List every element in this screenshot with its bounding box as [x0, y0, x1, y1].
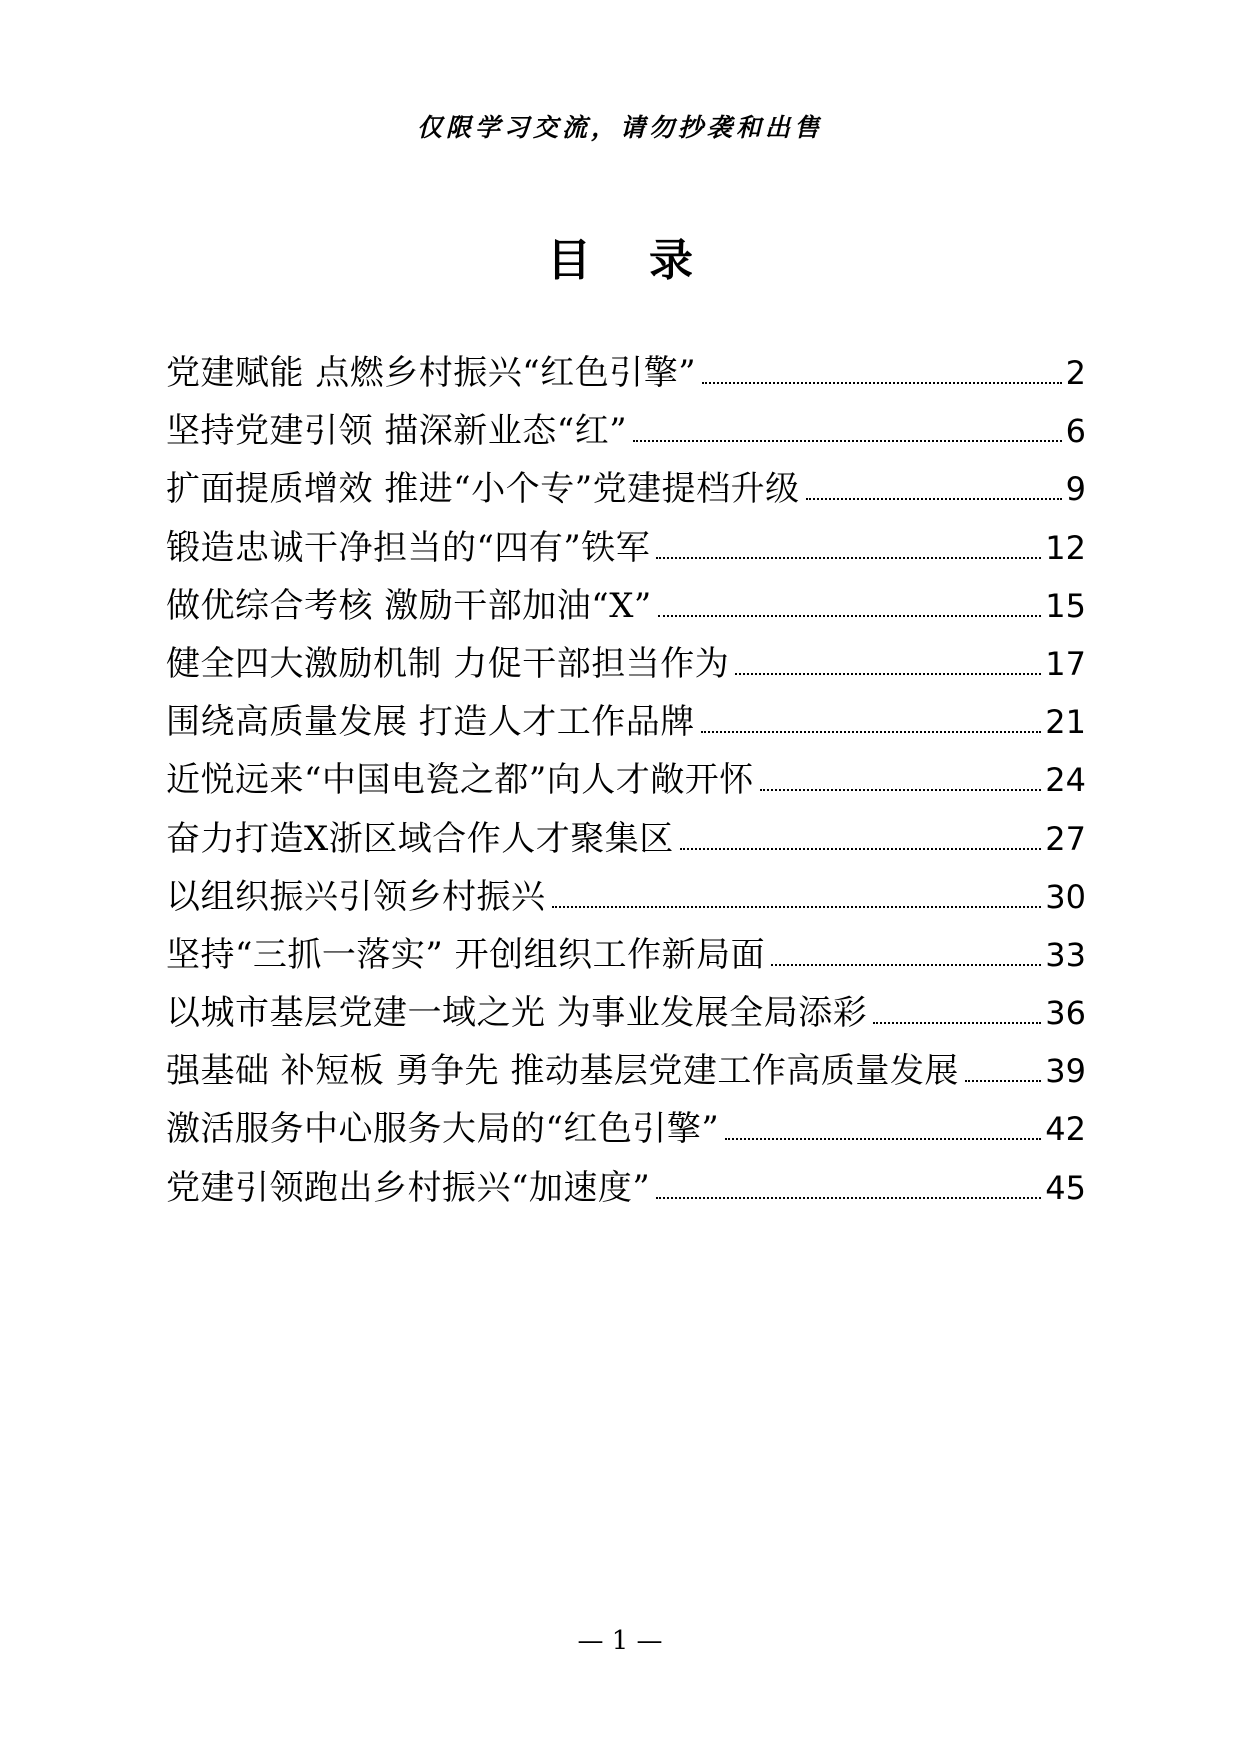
table-of-contents [166, 344, 1086, 1217]
page-number: — 1 — [577, 1626, 663, 1656]
toc-entry-title: 奋力打造X浙区域合作人才聚集区 [166, 818, 674, 859]
header-note: 仅限学习交流，请勿抄袭和出售 [416, 113, 823, 142]
toc-entry[interactable] [166, 1042, 1086, 1100]
toc-dot-leader [656, 557, 1041, 559]
toc-entry[interactable] [166, 577, 1086, 635]
toc-entry[interactable] [166, 984, 1086, 1042]
toc-entry[interactable] [166, 402, 1086, 460]
toc-dot-leader [806, 498, 1062, 500]
toc-entry-page: 30 [1045, 877, 1086, 916]
toc-entry-title: 健全四大激励机制 力促干部担当作为 [166, 643, 730, 684]
toc-entry[interactable] [166, 1100, 1086, 1158]
toc-dot-leader [658, 615, 1042, 617]
toc-dot-leader [873, 1022, 1041, 1024]
toc-entry-page: 45 [1045, 1168, 1086, 1207]
toc-entry[interactable] [166, 693, 1086, 751]
toc-entry[interactable] [166, 1159, 1086, 1217]
toc-entry-page: 33 [1045, 935, 1086, 974]
toc-dot-leader [680, 848, 1042, 850]
toc-entry[interactable] [166, 751, 1086, 809]
toc-entry-page: 42 [1045, 1110, 1086, 1149]
toc-entry[interactable] [166, 926, 1086, 984]
toc-entry-title: 坚持党建引领 描深新业态“红” [166, 411, 628, 452]
toc-dot-leader [735, 673, 1041, 675]
toc-entry-page: 12 [1045, 528, 1086, 567]
toc-dot-leader [702, 382, 1062, 384]
toc-entry-title: 以城市基层党建一域之光 为事业发展全局添彩 [166, 993, 868, 1034]
toc-dot-leader [701, 731, 1041, 733]
toc-entry-page: 6 [1065, 412, 1086, 451]
toc-entry[interactable] [166, 519, 1086, 577]
toc-dot-leader [760, 789, 1042, 791]
toc-entry-page: 21 [1045, 703, 1086, 742]
toc-entry-page: 9 [1065, 470, 1086, 509]
toc-entry-title: 激活服务中心服务大局的“红色引擎” [166, 1109, 720, 1150]
toc-entry-page: 17 [1045, 644, 1086, 683]
toc-entry-page: 15 [1045, 586, 1086, 625]
toc-dot-leader [771, 964, 1041, 966]
toc-dot-leader [725, 1138, 1041, 1140]
toc-entry-page: 27 [1045, 819, 1086, 858]
toc-dot-leader [552, 906, 1042, 908]
toc-entry-page: 39 [1045, 1052, 1086, 1091]
toc-entry-title: 强基础 补短板 勇争先 推动基层党建工作高质量发展 [166, 1051, 959, 1092]
toc-entry-title: 近悦远来“中国电瓷之都”向人才敞开怀 [166, 760, 754, 801]
toc-dot-leader [633, 440, 1062, 442]
toc-entry-page: 24 [1045, 761, 1086, 800]
toc-entry-title: 扩面提质增效 推进“小个专”党建提档升级 [166, 469, 800, 510]
toc-entry[interactable] [166, 460, 1086, 518]
toc-entry-page: 36 [1045, 994, 1086, 1033]
toc-dot-leader [965, 1080, 1041, 1082]
toc-entry-title: 党建引领跑出乡村振兴“加速度” [166, 1167, 651, 1208]
toc-entry[interactable] [166, 344, 1086, 402]
toc-entry-title: 做优综合考核 激励干部加油“X” [166, 585, 652, 626]
toc-entry-title: 坚持“三抓一落实” 开创组织工作新局面 [166, 934, 766, 975]
toc-entry-title: 围绕高质量发展 打造人才工作品牌 [166, 702, 695, 743]
toc-entry-page: 2 [1065, 354, 1086, 392]
toc-entry-title: 党建赋能 点燃乡村振兴“红色引擎” [166, 353, 697, 393]
toc-entry[interactable] [166, 635, 1086, 693]
toc-dot-leader [656, 1197, 1041, 1199]
page-title: 目录 [547, 235, 751, 286]
toc-entry-title: 锻造忠诚干净担当的“四有”铁军 [166, 527, 651, 568]
toc-entry[interactable] [166, 810, 1086, 868]
toc-entry-title: 以组织振兴引领乡村振兴 [166, 876, 546, 917]
toc-entry[interactable] [166, 868, 1086, 926]
